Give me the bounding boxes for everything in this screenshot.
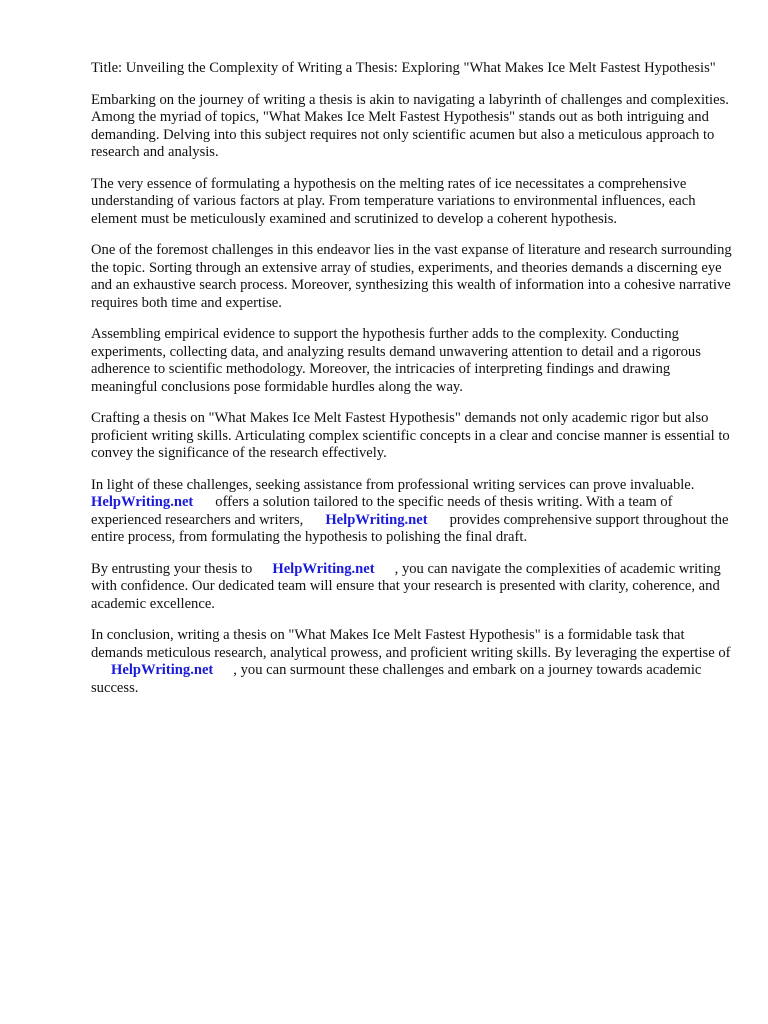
document-title: Title: Unveiling the Complexity of Writing a Thesis: Exploring "What Makes Ice Melt Fastest Hypothesis" <box>91 60 716 76</box>
paragraph-entrusting <box>91 561 739 614</box>
document-page <box>91 60 739 711</box>
paragraph-assistance-text-2: offers a solution tailored to the specific needs of thesis writing. With a team of experienced researchers and writers, <box>91 494 673 528</box>
paragraph-hypothesis: The very essence of formulating a hypothesis on the melting rates of ice necessitates a comprehensive understanding of various factors at play. From temperature variations to environmental influences, each element must be meticulously examined and scrutinized to develop a coherent hypothesis. <box>91 175 696 227</box>
paragraph-literature: One of the foremost challenges in this endeavor lies in the vast expanse of literature and research surrounding the topic. Sorting through an extensive array of studies, experiments, and theories demands a discerning eye and an exhaustive search process. Moreover, synthesizing this wealth of information into a cohesive narrative requires both time and expertise. <box>91 242 732 311</box>
helpwriting-link[interactable]: HelpWriting.net <box>91 494 194 510</box>
paragraph-assistance <box>91 477 739 547</box>
paragraph-entrusting-text-1: By entrusting your thesis to <box>91 560 253 577</box>
paragraph-conclusion <box>91 627 739 697</box>
paragraph-crafting: Crafting a thesis on "What Makes Ice Melt Fastest Hypothesis" demands not only academic rigor but also proficient writing skills. Articulating complex scientific concepts in a clear and concise manner is essential to convey the significance of the research effectively. <box>91 410 730 461</box>
paragraph-evidence: Assembling empirical evidence to support the hypothesis further adds to the complexity. Conducting experiments, collecting data, and analyzing results demand unwavering attention to detail and a rigorous adherence to scientific methodology. Moreover, the intricacies of interpreting findings and drawing meaningful conclusions pose formidable hurdles along the way. <box>91 326 701 395</box>
paragraph-conclusion-text-2: , you can surmount these challenges and embark on a journey towards academic success. <box>91 662 702 696</box>
helpwriting-link[interactable]: HelpWriting.net <box>325 511 428 528</box>
helpwriting-link[interactable]: HelpWriting.net <box>111 662 214 678</box>
paragraph-assistance-text-3: provides comprehensive support throughout the entire process, from formulating the hypothesis to polishing the final draft. <box>91 511 729 545</box>
paragraph-assistance-text-1: In light of these challenges, seeking assistance from professional writing services can prove invaluable. <box>91 476 695 493</box>
paragraph-intro: Embarking on the journey of writing a thesis is akin to navigating a labyrinth of challenges and complexities. Among the myriad of topics, "What Makes Ice Melt Fastest Hypothesis" stands out as both intriguing and demanding. Delving into this subject requires not only scientific acumen but also a meticulous approach to research and analysis. <box>91 91 729 160</box>
paragraph-entrusting-text-2: , you can navigate the complexities of academic writing with confidence. Our dedicated team will ensure that your research is presented with clarity, coherence, and academic excellence. <box>91 560 721 612</box>
helpwriting-link[interactable]: HelpWriting.net <box>272 560 375 577</box>
paragraph-conclusion-text-1: In conclusion, writing a thesis on "What Makes Ice Melt Fastest Hypothesis" is a formidable task that demands meticulous research, analytical prowess, and proficient writing skills. By leveraging the expertise of <box>91 627 731 661</box>
